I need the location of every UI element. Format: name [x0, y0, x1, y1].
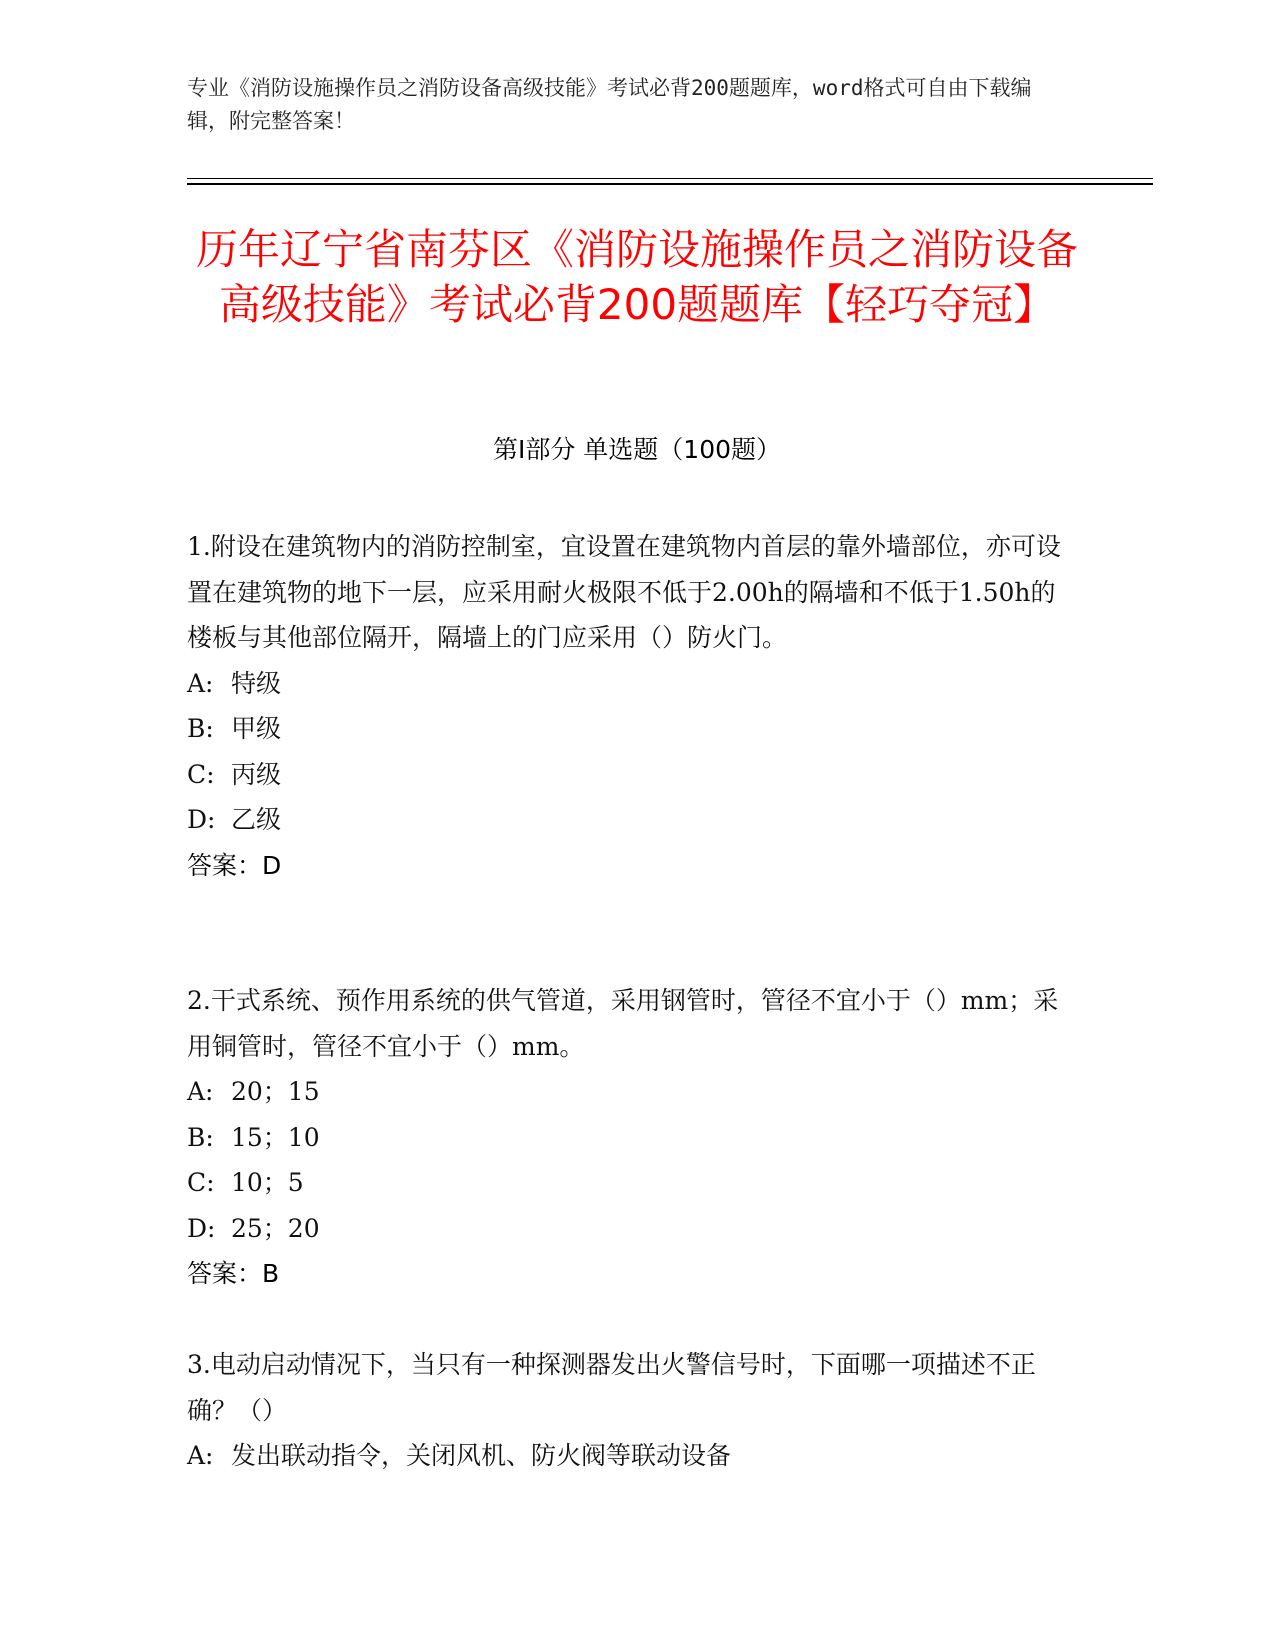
option-letter: C:	[187, 1168, 215, 1197]
option-a	[187, 1433, 1067, 1479]
option-letter: D:	[187, 805, 216, 834]
header-divider-thin	[187, 178, 1153, 179]
question-1	[187, 524, 1067, 888]
option-letter: A:	[187, 1441, 214, 1470]
option-letter: D:	[187, 1213, 216, 1243]
question-stem: 1.附设在建筑物内的消防控制室，宜设置在建筑物内首层的靠外墙部位，亦可设置在建筑物的地下一层，应采用耐火极限不低于2.00h的隔墙和不低于1.50h的楼板与其他部位隔开，隔墙上的门应采用（）防火门。	[187, 532, 1061, 652]
option-text: 乙级	[231, 805, 282, 834]
option-d	[187, 797, 1067, 843]
option-d	[187, 1206, 1067, 1252]
header-note: 专业《消防设施操作员之消防设备高级技能》考试必背200题题库，word格式可自由下载编辑，附完整答案！	[187, 76, 1032, 133]
option-text: 20；15	[231, 1077, 320, 1106]
option-text: 丙级	[231, 759, 282, 789]
answer-line: 答案：B	[187, 1259, 280, 1288]
option-letter: B:	[187, 1122, 214, 1152]
option-letter: C:	[187, 759, 215, 789]
option-text: 甲级	[231, 714, 282, 743]
option-letter: B:	[187, 714, 214, 743]
document-title: 历年辽宁省南芬区《消防设施操作员之消防设备高级技能》考试必背200题题库【轻巧夺冠】	[195, 225, 1078, 329]
option-c	[187, 752, 1067, 798]
question-stem: 2.干式系统、预作用系统的供气管道，采用钢管时，管径不宜小于（）mm；采用铜管时，管径不宜小于（）mm。	[187, 986, 1059, 1061]
option-letter: A:	[187, 1077, 214, 1106]
option-b	[187, 706, 1067, 752]
option-text: 发出联动指令，关闭风机、防火阀等联动设备	[231, 1441, 732, 1470]
option-letter: A:	[187, 668, 214, 698]
option-b	[187, 1115, 1067, 1161]
section-heading: 第I部分 单选题（100题）	[492, 435, 782, 464]
option-text: 15；10	[231, 1122, 320, 1152]
question-3	[187, 1342, 1067, 1479]
answer-line: 答案：D	[187, 850, 282, 880]
option-text: 特级	[231, 668, 282, 698]
option-text: 10；5	[231, 1168, 304, 1197]
question-stem: 3.电动启动情况下，当只有一种探测器发出火警信号时，下面哪一项描述不正确？（）	[187, 1350, 1036, 1425]
option-a	[187, 1069, 1067, 1115]
option-c	[187, 1160, 1067, 1206]
option-text: 25；20	[231, 1213, 320, 1243]
question-2	[187, 978, 1067, 1297]
header-divider-thick	[187, 183, 1153, 185]
option-a	[187, 661, 1067, 707]
